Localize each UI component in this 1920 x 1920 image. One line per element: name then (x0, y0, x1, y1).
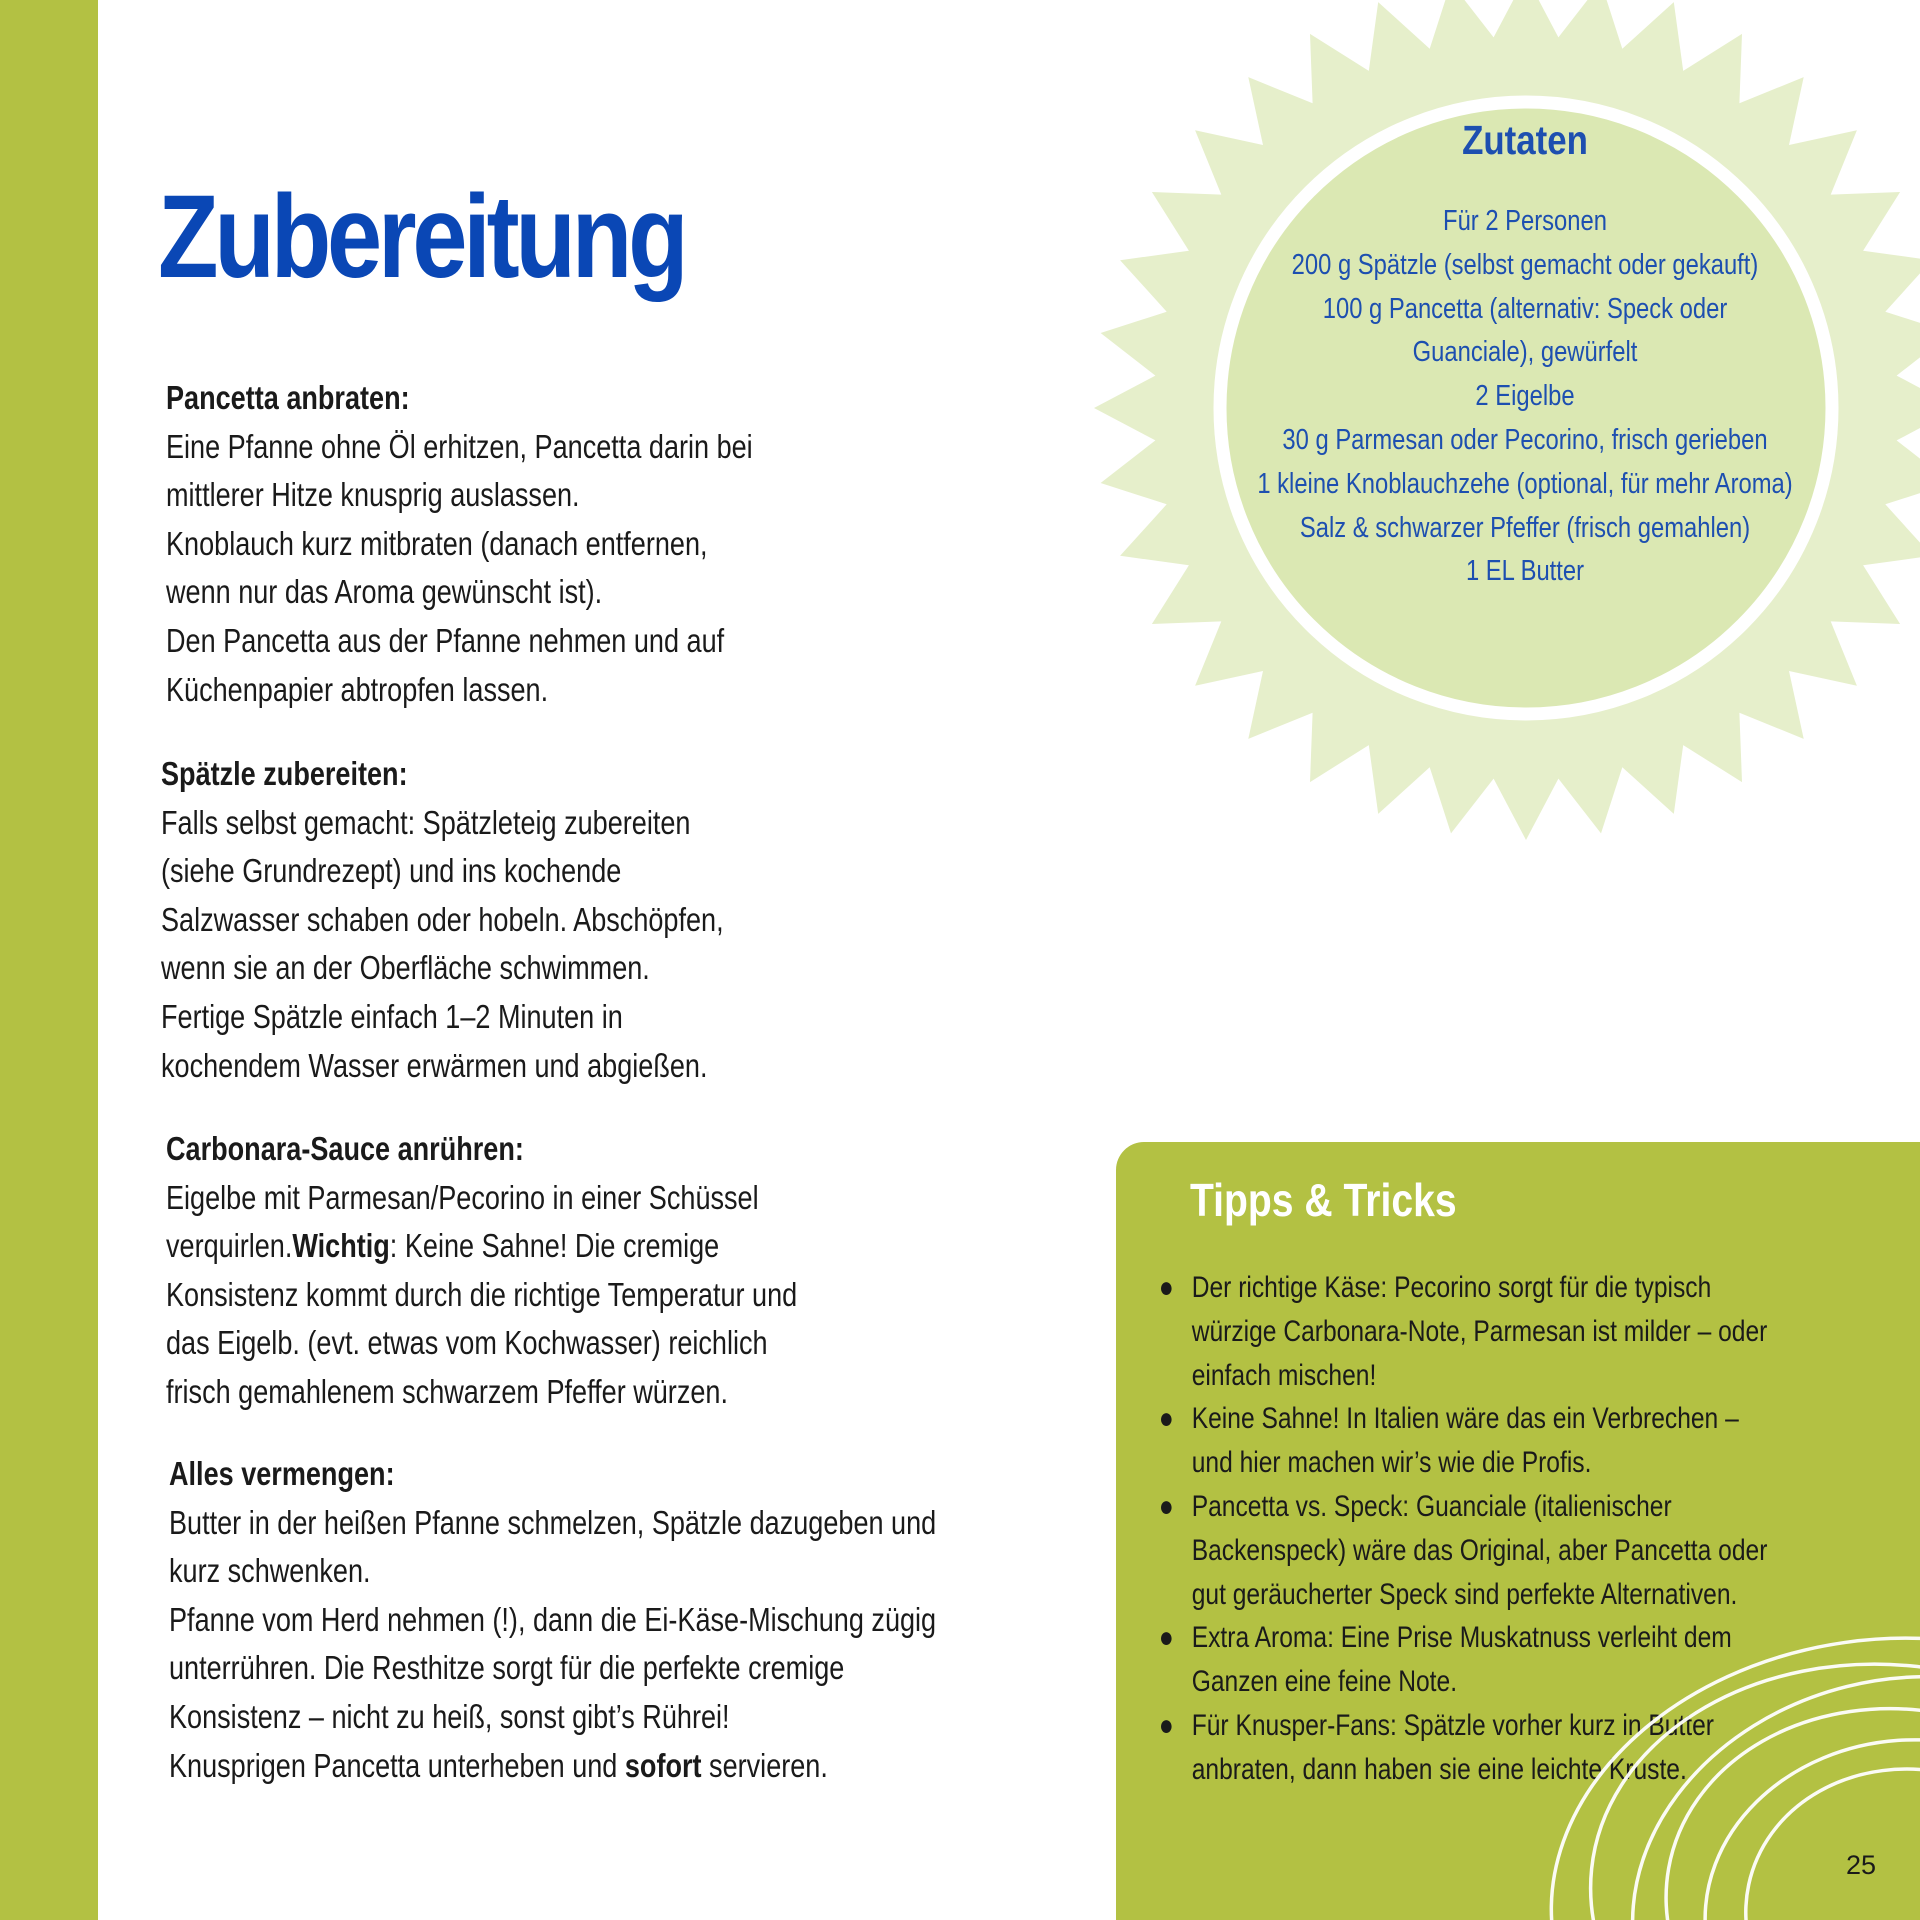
section-line: Pfanne vom Herd nehmen (!), dann die Ei-Käse-Mischung zügig (169, 1600, 937, 1638)
ingredient-line: Für 2 Personen (1443, 205, 1607, 237)
tip-line: einfach mischen! (1191, 1358, 1377, 1392)
bullet-icon: ● (1158, 1271, 1174, 1304)
section-line: Fertige Spätzle einfach 1–2 Minuten in (161, 997, 623, 1035)
section-alles-vermengen (169, 1450, 937, 1790)
bullet-icon: ● (1158, 1621, 1174, 1655)
tips-title: Tipps & Tricks (1190, 1174, 1457, 1226)
tip-line: Für Knusper-Fans: Spätzle vorher kurz in Butter (1191, 1708, 1715, 1742)
section-line: Küchenpapier abtropfen lassen. (166, 670, 549, 708)
section-line: wenn nur das Aroma gewünscht ist). (166, 573, 603, 611)
tip-line: gut geräucherter Speck sind perfekte Alternativen. (1191, 1577, 1738, 1611)
section-line: Konsistenz kommt durch die richtige Temperatur und (166, 1275, 798, 1313)
section-line: kochendem Wasser erwärmen und abgießen. (161, 1046, 708, 1084)
text-run: verquirlen. (166, 1227, 293, 1265)
tip-line: würzige Carbonara-Note, Parmesan ist milder – oder (1191, 1314, 1768, 1348)
section-heading: Alles vermengen: (169, 1455, 395, 1492)
section-line: mittlerer Hitze knusprig auslassen. (166, 476, 580, 514)
tip-item (1154, 1397, 1810, 1485)
ingredient-line: Guanciale), gewürfelt (1412, 336, 1638, 369)
section-carbonara-sauce (166, 1125, 920, 1417)
ingredient-line: 30 g Parmesan oder Pecorino, frisch gerieben (1282, 423, 1768, 456)
text-run: servieren. (701, 1746, 828, 1784)
ingredient-line: 1 kleine Knoblauchzehe (optional, für mehr Aroma) (1257, 467, 1793, 500)
section-line: wenn sie an der Oberfläche schwimmen. (161, 949, 650, 987)
section-line: Falls selbst gemacht: Spätzleteig zubereiten (161, 803, 691, 841)
ingredient-line: 1 EL Butter (1465, 555, 1585, 588)
section-line: unterrühren. Die Resthitze sorgt für die perfekte cremige (169, 1649, 845, 1687)
section-line: (siehe Grundrezept) und ins kochende (161, 852, 622, 890)
section-line: Den Pancetta aus der Pfanne nehmen und auf (166, 621, 725, 659)
section-heading: Pancetta anbraten: (166, 379, 410, 416)
tip-line: anbraten, dann haben sie eine leichte Kruste. (1191, 1752, 1687, 1786)
section-line: kurz schwenken. (169, 1552, 371, 1590)
section-line: Eine Pfanne ohne Öl erhitzen, Pancetta darin bei (166, 427, 753, 465)
bullet-icon: ● (1158, 1708, 1174, 1742)
tip-line: und hier machen wir’s wie die Profis. (1191, 1446, 1592, 1480)
section-line: Knoblauch kurz mitbraten (danach entfernen, (166, 524, 708, 562)
ingredient-line: 2 Eigelbe (1475, 380, 1575, 413)
tip-line: Extra Aroma: Eine Prise Muskatnuss verleiht dem (1191, 1621, 1732, 1655)
section-line: frisch gemahlenem schwarzem Pfeffer würzen. (166, 1372, 728, 1410)
tip-line: Pancetta vs. Speck: Guanciale (italienischer (1191, 1489, 1672, 1523)
emphasis-sofort: sofort (624, 1746, 702, 1784)
section-line (166, 1222, 920, 1271)
tip-line: Keine Sahne! In Italien wäre das ein Verbrechen – (1191, 1402, 1739, 1436)
ingredient-line: Salz & schwarzer Pfeffer (frisch gemahlen) (1299, 511, 1751, 544)
section-line: das Eigelb. (evt. etwas vom Kochwasser) reichlich (166, 1324, 768, 1362)
bullet-icon: ● (1158, 1489, 1174, 1523)
ingredient-line: 200 g Spätzle (selbst gemacht oder gekauft) (1291, 248, 1759, 281)
section-pancetta (166, 374, 920, 714)
section-line: Eigelbe mit Parmesan/Pecorino in einer Schüssel (166, 1178, 759, 1216)
bullet-icon: ● (1158, 1402, 1174, 1436)
section-heading: Carbonara-Sauce anrühren: (166, 1130, 524, 1167)
section-line: Butter in der heißen Pfanne schmelzen, Spätzle dazugeben und (169, 1503, 937, 1541)
ingredient-line: 100 g Pancetta (alternativ: Speck oder (1322, 292, 1728, 325)
ingredients-title: Zutaten (1462, 117, 1588, 163)
text-run: : Keine Sahne! Die cremige (389, 1227, 720, 1265)
tip-line: Der richtige Käse: Pecorino sorgt für die typisch (1191, 1271, 1712, 1304)
section-heading: Spätzle zubereiten: (161, 755, 408, 792)
section-spaetzle (161, 750, 915, 1090)
tip-line: Ganzen eine feine Note. (1191, 1665, 1458, 1699)
page-number: 25 (1846, 1850, 1877, 1880)
tip-line: Backenspeck) wäre das Original, aber Pancetta oder (1191, 1533, 1768, 1567)
emphasis-wichtig: Wichtig (292, 1227, 390, 1265)
section-line: Salzwasser schaben oder hobeln. Abschöpfen, (161, 900, 724, 938)
left-accent-bar (0, 0, 98, 1920)
tip-item (1154, 1266, 1810, 1397)
section-line: Konsistenz – nicht zu heiß, sonst gibt’s Rührei! (169, 1697, 730, 1735)
tip-item (1154, 1485, 1810, 1616)
section-line (169, 1742, 923, 1791)
page-title: Zubereitung (158, 171, 685, 303)
text-run: Knusprigen Pancetta unterheben und (169, 1746, 625, 1784)
ingredients-panel (1180, 110, 1870, 594)
